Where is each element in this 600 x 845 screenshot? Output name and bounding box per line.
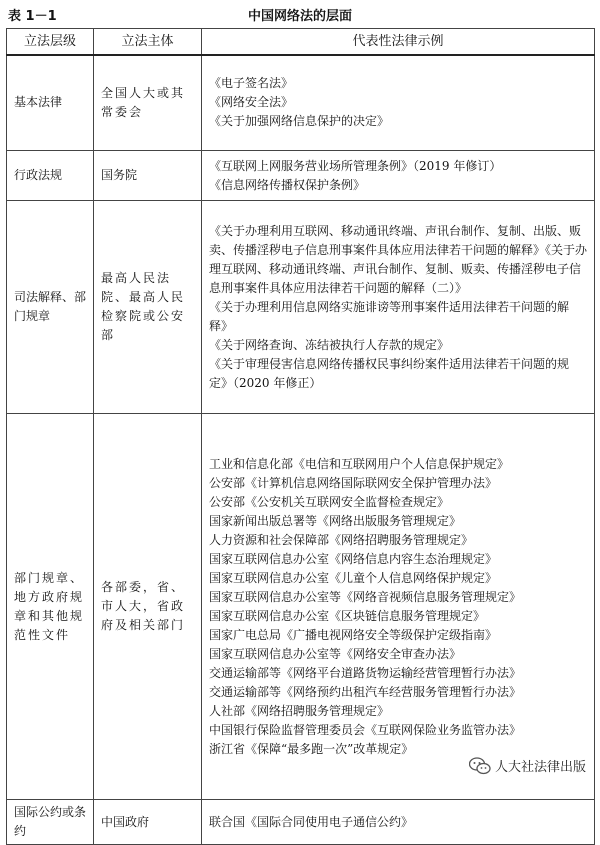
law-item: 国家互联网信息办公室等《网络音视频信息服务管理规定》: [209, 589, 522, 604]
law-item: 国家新闻出版总署等《网络出版服务管理规定》: [209, 513, 462, 528]
legislative-body-cell: 最高人民法院、最高人民检察院或公安部: [94, 201, 202, 414]
law-item: 国家广电总局《广播电视网络安全等级保护定级指南》: [209, 627, 498, 642]
law-levels-table: [6, 28, 595, 845]
table-title: 中国网络法的层面: [247, 9, 352, 24]
legislative-level-cell: 司法解释、部门规章: [7, 201, 94, 414]
law-item: 国家互联网信息办公室《网络信息内容生态治理规定》: [209, 551, 498, 566]
table-row: [7, 55, 595, 151]
header-body: 立法主体: [94, 29, 202, 55]
header-row: [7, 29, 595, 55]
law-item: 《关于审理侵害信息网络传播权民事纠纷案件适用法律若干问题的规定》（2020 年修正）: [209, 356, 570, 390]
header-laws: 代表性法律示例: [202, 29, 595, 55]
wechat-icon: [469, 757, 491, 775]
law-item: 《关于办理利用信息网络实施诽谤等刑事案件适用法律若干问题的解释》: [209, 299, 570, 333]
legislative-body-cell: 全国人大或其常委会: [94, 55, 202, 151]
legislative-body-cell: 国务院: [94, 151, 202, 201]
legislative-level-cell: 部门规章、地方政府规章和其他规范性文件: [7, 414, 94, 800]
table-row: [7, 151, 595, 201]
table-row: [7, 800, 595, 845]
law-item: 公安部《公安机关互联网安全监督检查规定》: [209, 494, 450, 509]
table-row: [7, 414, 595, 800]
example-laws-cell: [202, 55, 595, 151]
law-item: 《关于加强网络信息保护的决定》: [209, 114, 390, 129]
law-item: 国家互联网信息办公室《儿童个人信息网络保护规定》: [209, 570, 498, 585]
legislative-level-cell: 国际公约或条约: [7, 800, 94, 845]
law-item: 中国银行保险监督管理委员会《互联网保险业务监管办法》: [209, 722, 522, 737]
law-item: 工业和信息化部《电信和互联网用户个人信息保护规定》: [209, 456, 510, 471]
law-item: 《电子签名法》: [209, 76, 294, 91]
table-row: [7, 201, 595, 414]
watermark: [467, 754, 590, 777]
table-caption: [0, 4, 600, 26]
law-item: 人力资源和社会保障部《网络招聘服务管理规定》: [209, 532, 474, 547]
law-item: 国家互联网信息办公室等《网络安全审查办法》: [209, 646, 462, 661]
law-item: 联合国《国际合同使用电子通信公约》: [209, 814, 414, 829]
example-laws-cell: [202, 151, 595, 201]
header-level: 立法层级: [7, 29, 94, 55]
table-number: 表 1－1: [8, 9, 57, 24]
law-item: 《互联网上网服务营业场所管理条例》（2019 年修订）: [209, 158, 502, 173]
law-item: 交通运输部等《网络平台道路货物运输经营管理暂行办法》: [209, 665, 522, 680]
example-laws-cell: [202, 201, 595, 414]
example-laws-cell: [202, 800, 595, 845]
legislative-body-cell: 各部委，省、市人大，省政府及相关部门: [94, 414, 202, 800]
example-laws-cell: [202, 414, 595, 800]
law-item: 《关于网络查询、冻结被执行人存款的规定》: [209, 337, 450, 352]
law-item: 公安部《计算机信息网络国际联网安全保护管理办法》: [209, 475, 498, 490]
legislative-level-cell: 行政法规: [7, 151, 94, 201]
law-item: 《信息网络传播权保护条例》: [209, 177, 366, 192]
legislative-level-cell: 基本法律: [7, 55, 94, 151]
law-item: 国家互联网信息办公室《区块链信息服务管理规定》: [209, 608, 486, 623]
law-item: 《网络安全法》: [209, 95, 294, 110]
law-item: 交通运输部等《网络预约出租汽车经营服务管理暂行办法》: [209, 684, 522, 699]
watermark-text: 人大社法律出版: [494, 760, 586, 775]
law-item: 人社部《网络招聘服务管理规定》: [209, 703, 390, 718]
legislative-body-cell: 中国政府: [94, 800, 202, 845]
law-item: 浙江省《保障“最多跑一次”改革规定》: [209, 741, 414, 756]
law-item: 《关于办理利用互联网、移动通讯终端、声讯台制作、复制、出版、贩卖、传播淫秽电子信息刑事案件具体应用法律若干问题的解释》《关于办理互联网、移动通讯终端、声讯台制作、复制、贩卖、传播淫秽电子信息刑事案件具体应用法律若干问题的解释（二）》: [209, 223, 588, 295]
